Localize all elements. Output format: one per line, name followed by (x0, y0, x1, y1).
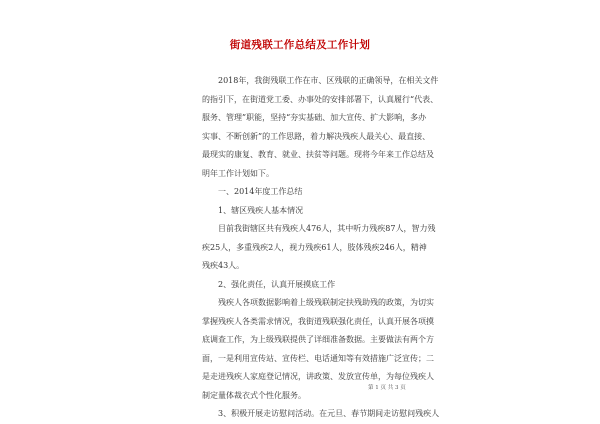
paragraph-line: 制定量体裁衣式个性化服务。 (202, 390, 306, 400)
subsection-heading: 2、强化责任，认真开展摸底工作 (218, 279, 336, 289)
section-heading: 一、2014年度工作总结 (218, 187, 303, 196)
paragraph-line: 服务、管理”职能，坚持“夯实基础、加大宣传、扩大影响，多办 (202, 113, 427, 122)
paragraph-line: 2018年，我街残联工作在市、区残联的正确领导，在相关文件 (218, 76, 439, 85)
paragraph-line: 是走进残疾人家庭登记情况，讲政策、发放宣传单，为每位残疾人 (202, 372, 434, 381)
paragraph-line: 底调查工作，为上级残联提供了详细准备数据。主要做法有两个方 (202, 335, 434, 344)
paragraph-line: 掌握残疾人各类需求情况，我街道残联强化责任，认真开展各项摸 (202, 316, 434, 326)
paragraph-line: 残疾43人。 (202, 261, 245, 270)
paragraph-line: 残疾人各项数据影响着上级残联制定扶残助残的政策，为切实 (218, 298, 434, 307)
paragraph-line: 目前我街辖区共有残疾人476人，其中听力残疾87人，智力残 (218, 224, 436, 233)
paragraph-line: 实事、不断创新”的工作思路，着力解决残疾人最关心、最直接、 (202, 131, 431, 141)
paragraph-line: 3、积极开展走访慰问活动。在元旦、春节期间走访慰问残疾人 (218, 409, 440, 418)
document-body (202, 72, 440, 424)
paragraph-line: 明年工作计划如下。 (202, 168, 274, 178)
paragraph-line: 最现实的康复、教育、就业、扶贫等问题。现将今年来工作总结及 (202, 150, 434, 159)
subsection-heading: 1、辖区残疾人基本情况 (218, 205, 304, 215)
paragraph-line: 面，一是利用宣传站、宣传栏、电话通知等有效措施广泛宣传；二 (202, 353, 434, 363)
document-title: 街道残联工作总结及工作计划 (229, 39, 371, 51)
paragraph-line: 的指引下，在街道党工委、办事处的安排部署下，认真履行“代表、 (202, 94, 439, 104)
page-number: 第 1 页 共 3 页 (368, 385, 406, 391)
paragraph-line: 疾25人，多重残疾2人，视力残疾61人，肢体残疾246人，精神 (202, 242, 427, 252)
